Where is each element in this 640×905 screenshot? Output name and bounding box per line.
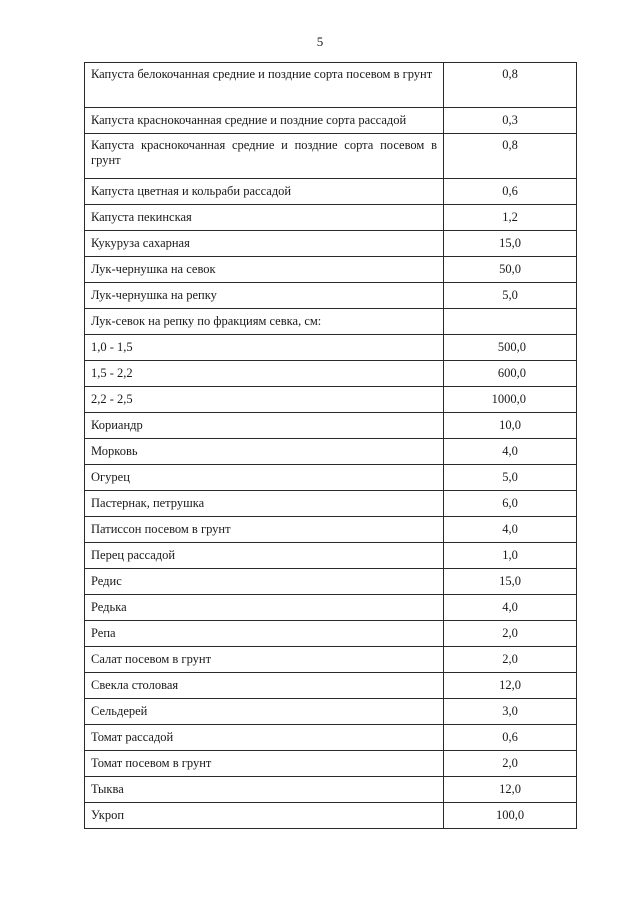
crop-name-cell: Морковь [85,439,444,465]
seed-rate-cell: 500,0 [444,335,577,361]
table-row [85,491,577,517]
seed-rate-cell: 2,0 [444,751,577,777]
seed-rate-cell: 2,0 [444,647,577,673]
crop-name-cell: Свекла столовая [85,673,444,699]
seed-rate-cell: 10,0 [444,413,577,439]
seed-rate-cell [444,309,577,335]
table-row [85,751,577,777]
seed-rate-cell: 4,0 [444,517,577,543]
seed-rate-cell: 4,0 [444,595,577,621]
table-row [85,387,577,413]
crop-name-cell: Редис [85,569,444,595]
crop-name-cell: Лук-чернушка на репку [85,283,444,309]
crop-name-cell: Капуста краснокочанная средние и поздние сорта рассадой [85,108,444,134]
seed-rate-cell: 5,0 [444,283,577,309]
crop-name-cell: Огурец [85,465,444,491]
crop-name-cell: Салат посевом в грунт [85,647,444,673]
seed-rate-cell: 0,8 [444,63,577,108]
crop-name-cell: 2,2 - 2,5 [85,387,444,413]
crop-name-cell: Пастернак, петрушка [85,491,444,517]
seed-rate-cell: 3,0 [444,699,577,725]
table-row [85,543,577,569]
table-row [85,108,577,134]
table-row [85,134,577,179]
crop-name-cell: Сельдерей [85,699,444,725]
seed-rate-cell: 100,0 [444,803,577,829]
table-row [85,63,577,108]
crop-name-cell: Тыква [85,777,444,803]
seed-rate-table [84,62,577,829]
table-row [85,569,577,595]
seed-rate-cell: 5,0 [444,465,577,491]
crop-name-cell: 1,0 - 1,5 [85,335,444,361]
table-row [85,309,577,335]
table-row [85,257,577,283]
seed-rate-cell: 0,3 [444,108,577,134]
table-row [85,413,577,439]
table-row [85,673,577,699]
table-row [85,699,577,725]
crop-name-cell: 1,5 - 2,2 [85,361,444,387]
crop-name-cell: Кориандр [85,413,444,439]
crop-name-cell: Капуста краснокочанная средние и поздние сорта посевом в грунт [85,134,444,179]
seed-rate-cell: 15,0 [444,231,577,257]
crop-name-cell: Капуста пекинская [85,205,444,231]
table-row [85,517,577,543]
table-row [85,595,577,621]
table-row [85,439,577,465]
table-row [85,335,577,361]
table-row [85,231,577,257]
crop-name-cell: Капуста цветная и кольраби рассадой [85,179,444,205]
seed-rate-cell: 0,6 [444,725,577,751]
crop-name-cell: Томат посевом в грунт [85,751,444,777]
seed-rate-cell: 600,0 [444,361,577,387]
crop-name-cell: Укроп [85,803,444,829]
table-row [85,205,577,231]
crop-name-cell: Репа [85,621,444,647]
seed-rate-cell: 15,0 [444,569,577,595]
seed-rate-cell: 12,0 [444,673,577,699]
seed-rate-cell: 6,0 [444,491,577,517]
seed-rate-cell: 0,8 [444,134,577,179]
table-row [85,283,577,309]
table-row [85,777,577,803]
crop-name-cell: Кукуруза сахарная [85,231,444,257]
crop-name-cell: Томат рассадой [85,725,444,751]
table-row [85,621,577,647]
table-row [85,465,577,491]
table-row [85,803,577,829]
seed-rate-cell: 2,0 [444,621,577,647]
seed-rate-cell: 0,6 [444,179,577,205]
crop-name-cell: Лук-севок на репку по фракциям севка, см: [85,309,444,335]
crop-name-cell: Редька [85,595,444,621]
seed-rate-cell: 1,2 [444,205,577,231]
seed-rate-cell: 1,0 [444,543,577,569]
table-row [85,361,577,387]
crop-name-cell: Патиссон посевом в грунт [85,517,444,543]
seed-rate-cell: 50,0 [444,257,577,283]
seed-rate-cell: 1000,0 [444,387,577,413]
crop-name-cell: Лук-чернушка на севок [85,257,444,283]
table-body [85,63,577,829]
crop-name-cell: Капуста белокочанная средние и поздние сорта посевом в грунт [85,63,444,108]
seed-rate-cell: 4,0 [444,439,577,465]
table-row [85,179,577,205]
crop-name-cell: Перец рассадой [85,543,444,569]
seed-rate-cell: 12,0 [444,777,577,803]
table-row [85,725,577,751]
table-row [85,647,577,673]
page-number: 5 [316,34,324,49]
